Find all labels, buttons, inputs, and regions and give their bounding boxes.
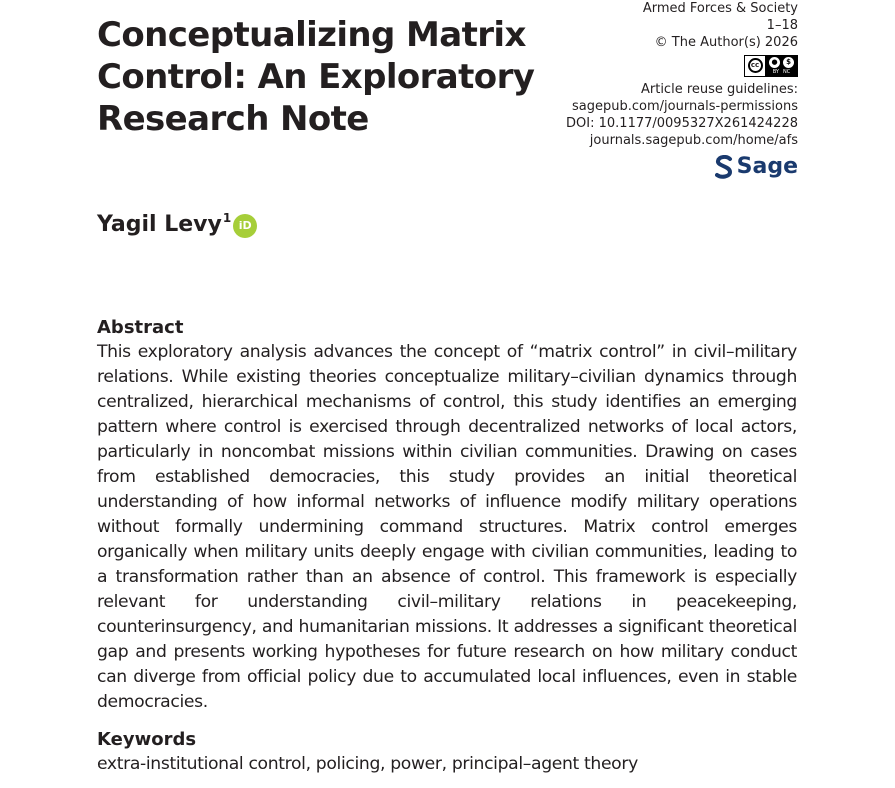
keywords-heading: Keywords <box>97 729 197 750</box>
reuse-label: Article reuse guidelines: <box>640 81 798 97</box>
title-line: Conceptualizing Matrix <box>97 15 526 55</box>
journal-link[interactable]: journals.sagepub.com/home/afs <box>589 133 798 149</box>
page-range: 1–18 <box>766 18 798 34</box>
by-attribution-icon: ● <box>769 57 780 68</box>
license-by-label: BY <box>772 68 779 75</box>
abstract-text: This exploratory analysis advances the concept of “matrix control” in civil–military relations. While existing theories conceptualize military–civilian dynamics through centralized, hierarchical mechanisms of control, this study identifies an emerging pattern where control is exercised through decentralized networks of local actors, particularly in noncombat missions within civilian communities. Drawing on cases from established democracies, this study provides an initial theoretical understanding of how informal networks of influence modify military operations without formally undermining command structures. Matrix control emerges organically when military units deeply engage with civilian communities, leading to a transformation rather than an absence of control. This framework is especially relevant for understanding civil–military relations in peacekeeping, counterinsurgency, and humanitarian missions. It addresses a significant theoretical gap and presents working hypotheses for future research on how military conduct can diverge from official policy due to accumulated local influences, even in stable democracies. <box>97 342 797 712</box>
journal-meta <box>566 0 798 179</box>
orcid-icon[interactable]: iD <box>233 214 257 238</box>
keywords-text: extra-institutional control, policing, power, principal–agent theory <box>97 754 638 774</box>
article-title <box>97 14 567 140</box>
abstract-heading: Abstract <box>97 317 184 338</box>
title-line: Control: An Exploratory <box>97 57 535 97</box>
doi[interactable]: DOI: 10.1177/0095327X261424228 <box>566 116 798 132</box>
cc-icon: cc <box>745 56 766 76</box>
license-nc-label: NC <box>782 68 791 75</box>
reuse-link[interactable]: sagepub.com/journals-permissions <box>572 98 798 114</box>
sage-logo[interactable] <box>566 155 798 179</box>
title-line: Research Note <box>97 99 369 139</box>
author-name: Yagil Levy <box>97 212 222 237</box>
noncommercial-icon: $ <box>783 57 794 68</box>
keywords-section <box>97 728 797 777</box>
abstract-section <box>97 316 797 715</box>
author-line <box>97 210 257 240</box>
sage-s-icon <box>715 155 733 179</box>
affiliation-mark: 1 <box>222 211 232 225</box>
copyright: © The Author(s) 2026 <box>654 35 798 51</box>
cc-license-badge[interactable] <box>744 55 798 77</box>
publisher-name: Sage <box>736 154 798 180</box>
journal-name: Armed Forces & Society <box>642 1 798 16</box>
